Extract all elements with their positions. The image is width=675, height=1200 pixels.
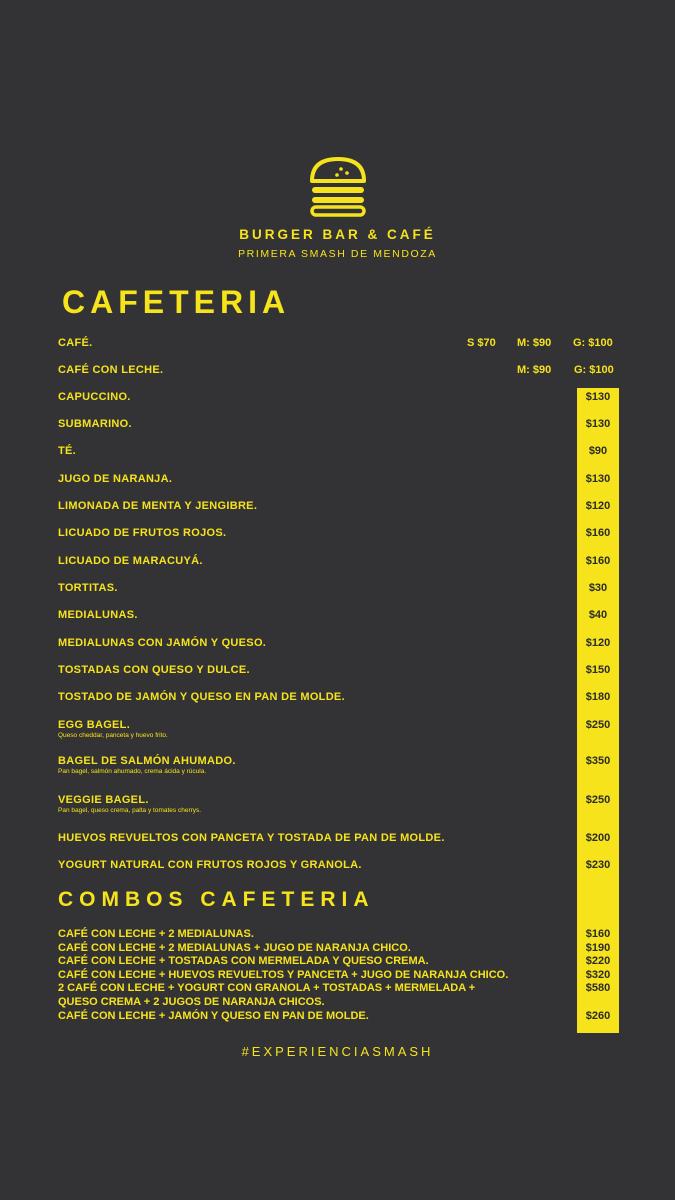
menu-item <box>58 691 620 711</box>
item-price: $160 <box>585 527 611 539</box>
menu-item <box>58 445 620 465</box>
combo-price: $190 <box>585 941 611 954</box>
price-large: G: $100 <box>574 364 614 376</box>
menu-item <box>58 555 620 575</box>
item-name: MEDIALUNAS CON JAMÓN Y QUESO. <box>58 637 267 649</box>
menu-item <box>58 832 620 852</box>
menu-item <box>58 500 620 520</box>
price-medium: M: $90 <box>517 337 552 349</box>
combo-line: CAFÉ CON LECHE + JAMÓN Y QUESO EN PAN DE MOLDE. <box>58 1009 369 1022</box>
item-name: TORTITAS. <box>58 582 118 594</box>
item-name: LIMONADA DE MENTA Y JENGIBRE. <box>58 500 258 512</box>
menu-item <box>58 418 620 438</box>
combo-line: 2 CAFÉ CON LECHE + YOGURT CON GRANOLA + TOSTADAS + MERMELADA + <box>58 982 476 995</box>
item-price: $120 <box>585 637 611 649</box>
hashtag: #EXPERIENCIASMASH <box>241 1044 434 1059</box>
item-name: JUGO DE NARANJA. <box>58 473 173 485</box>
combo-price: $220 <box>585 955 611 968</box>
item-description: Pan bagel, queso crema, palta y tomates cherrys. <box>58 807 202 814</box>
item-name: BAGEL DE SALMÓN AHUMADO. <box>58 755 236 767</box>
item-description: Queso cheddar, panceta y huevo frito. <box>58 732 168 739</box>
item-name: LICUADO DE MARACUYÁ. <box>58 555 203 567</box>
combo-line: QUESO CREMA + 2 JUGOS DE NARANJA CHICOS. <box>58 995 325 1008</box>
menu-item <box>58 527 620 547</box>
item-name: CAFÉ CON LECHE. <box>58 364 164 376</box>
menu-item <box>58 859 620 879</box>
menu-item <box>58 473 620 493</box>
brand-name: BURGER BAR & CAFÉ <box>239 227 436 242</box>
menu-item <box>58 664 620 684</box>
price-small: S $70 <box>467 337 496 349</box>
item-name: TOSTADAS CON QUESO Y DULCE. <box>58 664 250 676</box>
combo-price: $320 <box>585 968 611 981</box>
item-price: $130 <box>585 473 611 485</box>
menu-item <box>58 609 620 629</box>
item-name: YOGURT NATURAL CON FRUTOS ROJOS Y GRANOLA. <box>58 859 362 871</box>
item-price: $120 <box>585 500 611 512</box>
item-price: $250 <box>585 794 611 806</box>
section-title: CAFETERIA <box>62 284 291 320</box>
item-name: CAFÉ. <box>58 337 93 349</box>
combo-list <box>58 928 568 1023</box>
item-price: $150 <box>585 664 611 676</box>
item-price: $230 <box>585 859 611 871</box>
item-name: TÉ. <box>58 445 77 457</box>
combo-price: $160 <box>585 928 611 940</box>
item-price: $130 <box>585 418 611 430</box>
item-name: HUEVOS REVUELTOS CON PANCETA Y TOSTADA DE PAN DE MOLDE. <box>58 832 445 844</box>
item-name: VEGGIE BAGEL. <box>58 794 149 806</box>
menu-item <box>58 719 620 749</box>
combo-price: $580 <box>585 982 611 995</box>
item-name: SUBMARINO. <box>58 418 132 430</box>
item-price: $350 <box>585 755 611 767</box>
menu-item <box>58 755 620 785</box>
item-price: $250 <box>585 719 611 731</box>
menu-item <box>58 637 620 657</box>
combo-line: CAFÉ CON LECHE + 2 MEDIALUNAS + JUGO DE NARANJA CHICO. <box>58 941 411 954</box>
item-name: EGG BAGEL. <box>58 719 131 731</box>
price-medium: M: $90 <box>517 364 552 376</box>
menu-item <box>58 337 620 357</box>
item-price: $160 <box>585 555 611 567</box>
menu-item <box>58 391 620 411</box>
item-price: $30 <box>588 582 608 594</box>
combo-prices <box>577 928 619 1023</box>
combo-price: $260 <box>585 1009 611 1022</box>
menu-item <box>58 582 620 602</box>
item-name: LICUADO DE FRUTOS ROJOS. <box>58 527 227 539</box>
combo-line: CAFÉ CON LECHE + HUEVOS REVUELTOS Y PANCETA + JUGO DE NARANJA CHICO. <box>58 968 509 981</box>
item-name: MEDIALUNAS. <box>58 609 138 621</box>
item-name: TOSTADO DE JAMÓN Y QUESO EN PAN DE MOLDE. <box>58 691 345 703</box>
menu-item <box>58 794 620 824</box>
item-price: $200 <box>585 832 611 844</box>
item-price: $90 <box>588 445 608 457</box>
item-name: CAPUCCINO. <box>58 391 131 403</box>
item-price: $130 <box>585 391 611 403</box>
menu-item <box>58 364 620 384</box>
item-price: $180 <box>585 691 611 703</box>
burger-icon <box>0 155 675 217</box>
combos-title: COMBOS CAFETERIA <box>58 888 375 911</box>
item-description: Pan bagel, salmón ahumado, crema ácida y rúcula. <box>58 768 207 775</box>
combo-price-spacer <box>577 996 619 1010</box>
brand-tagline: PRIMERA SMASH DE MENDOZA <box>238 248 437 260</box>
item-price: $40 <box>588 609 608 621</box>
combo-line: CAFÉ CON LECHE + 2 MEDIALUNAS. <box>58 928 254 940</box>
combo-line: CAFÉ CON LECHE + TOSTADAS CON MERMELADA Y QUESO CREMA. <box>58 955 429 968</box>
price-large: G: $100 <box>573 337 613 349</box>
